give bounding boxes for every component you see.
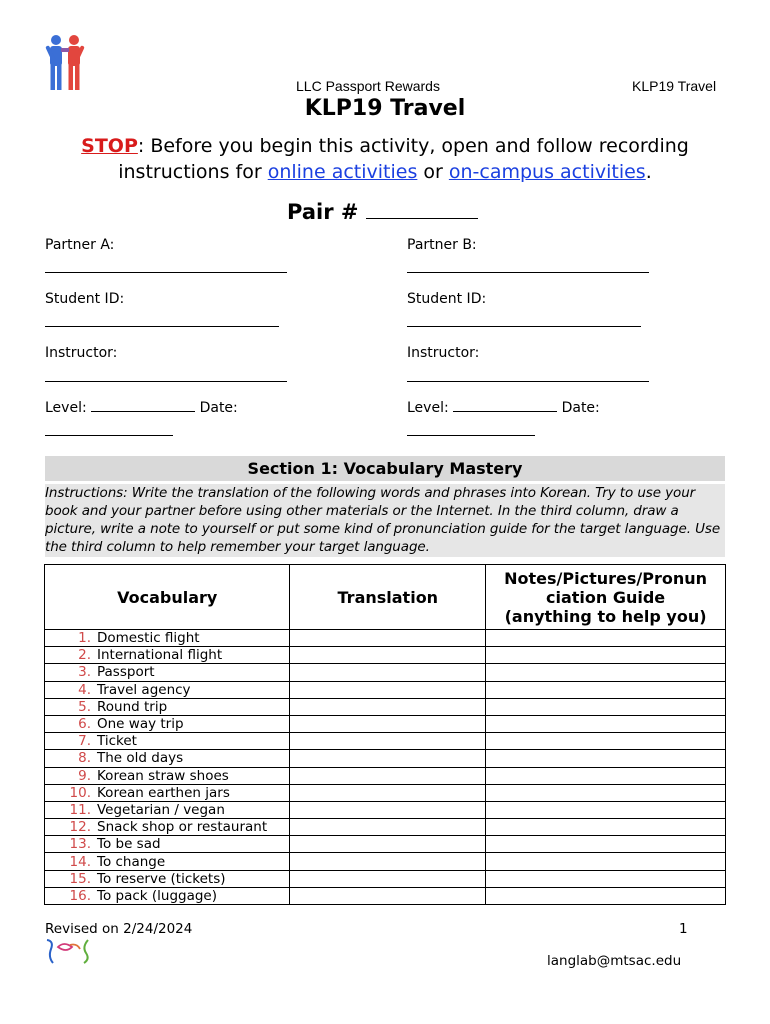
vocabulary-term: Travel agency	[97, 681, 191, 698]
vocabulary-cell	[45, 870, 290, 887]
vocabulary-term: To be sad	[97, 836, 161, 853]
vocabulary-cell	[45, 750, 290, 767]
vocabulary-cell	[45, 836, 290, 853]
translation-cell[interactable]	[290, 853, 486, 870]
vocabulary-cell	[45, 715, 290, 732]
pair-label: Pair #	[287, 200, 359, 224]
on-campus-activities-link[interactable]: on-campus activities	[448, 161, 646, 183]
date-a-label: Date:	[199, 400, 238, 416]
notes-cell[interactable]	[486, 733, 726, 750]
row-number: 9.	[78, 767, 91, 784]
table-row	[45, 630, 726, 647]
table-row	[45, 887, 726, 904]
level-b-label: Level:	[407, 400, 449, 416]
notes-cell[interactable]	[486, 801, 726, 818]
vocabulary-term: Passport	[97, 664, 155, 681]
vocabulary-cell	[45, 664, 290, 681]
vocabulary-term: Domestic flight	[97, 630, 200, 647]
student-id-b-label: Student ID:	[407, 291, 487, 307]
vocabulary-term: International flight	[97, 647, 223, 664]
notes-cell[interactable]	[486, 784, 726, 801]
vocabulary-table	[44, 564, 726, 905]
vocabulary-term: To pack (luggage)	[97, 887, 218, 904]
row-number: 10.	[69, 784, 91, 801]
notes-cell[interactable]	[486, 647, 726, 664]
vocabulary-term: The old days	[97, 750, 184, 767]
notes-cell[interactable]	[486, 681, 726, 698]
table-row	[45, 853, 726, 870]
vocabulary-term: One way trip	[97, 716, 184, 733]
notes-header-line-2: ciation Guide	[545, 587, 666, 607]
level-b-blank[interactable]	[453, 399, 557, 412]
vocabulary-rows	[45, 630, 726, 905]
notes-cell[interactable]	[486, 870, 726, 887]
notes-cell[interactable]	[486, 630, 726, 647]
translation-column-header: Translation	[290, 565, 486, 630]
language-lab-logo-icon	[44, 937, 98, 965]
vocabulary-cell	[45, 784, 290, 801]
notes-cell[interactable]	[486, 887, 726, 904]
notes-column-header	[486, 565, 726, 630]
row-number: 3.	[78, 664, 91, 681]
table-row	[45, 681, 726, 698]
translation-cell[interactable]	[290, 767, 486, 784]
row-number: 2.	[78, 647, 91, 664]
translation-cell[interactable]	[290, 750, 486, 767]
notes-cell[interactable]	[486, 819, 726, 836]
row-number: 4.	[78, 681, 91, 698]
instructor-a-label: Instructor:	[45, 345, 118, 361]
vocabulary-cell	[45, 853, 290, 870]
row-number: 7.	[78, 733, 91, 750]
vocabulary-term: To change	[97, 853, 166, 870]
table-row	[45, 733, 726, 750]
notice-or: or	[417, 161, 449, 183]
translation-cell[interactable]	[290, 784, 486, 801]
notice-text-2: instructions for	[118, 161, 268, 183]
pair-number-field[interactable]	[287, 198, 478, 224]
partner-a-label: Partner A:	[45, 237, 115, 253]
table-row	[45, 767, 726, 784]
level-a-blank[interactable]	[91, 399, 195, 412]
notes-cell[interactable]	[486, 836, 726, 853]
revised-date: Revised on 2/24/2024	[45, 921, 193, 937]
instructor-b-blank[interactable]	[407, 381, 649, 382]
stop-notice	[0, 133, 770, 185]
table-row	[45, 647, 726, 664]
notes-cell[interactable]	[486, 750, 726, 767]
translation-cell[interactable]	[290, 698, 486, 715]
table-row	[45, 819, 726, 836]
notes-cell[interactable]	[486, 664, 726, 681]
online-activities-link[interactable]: online activities	[267, 161, 418, 183]
notes-cell[interactable]	[486, 853, 726, 870]
course-name: KLP19 Travel	[632, 78, 717, 94]
level-b-field[interactable]	[407, 399, 600, 416]
partner-b-blank[interactable]	[407, 272, 649, 273]
table-row	[45, 715, 726, 732]
contact-email[interactable]: langlab@mtsac.edu	[547, 953, 682, 969]
notice-text-1: : Before you begin this activity, open and follow recording	[137, 135, 689, 157]
translation-cell[interactable]	[290, 836, 486, 853]
translation-cell[interactable]	[290, 664, 486, 681]
translation-cell[interactable]	[290, 733, 486, 750]
notice-end: .	[645, 161, 652, 183]
table-row	[45, 784, 726, 801]
vocabulary-cell	[45, 767, 290, 784]
vocabulary-cell	[45, 733, 290, 750]
table-row	[45, 750, 726, 767]
date-a-blank[interactable]	[45, 435, 173, 436]
vocabulary-cell	[45, 630, 290, 647]
vocabulary-cell	[45, 681, 290, 698]
page-number: 1	[679, 921, 688, 937]
stop-label: STOP	[81, 135, 138, 157]
vocabulary-cell	[45, 801, 290, 818]
row-number: 15.	[69, 870, 91, 887]
row-number: 8.	[78, 750, 91, 767]
vocabulary-term: Korean straw shoes	[97, 767, 229, 784]
section-title: Section 1: Vocabulary Mastery	[45, 456, 725, 481]
notes-cell[interactable]	[486, 767, 726, 784]
vocabulary-column-header: Vocabulary	[45, 565, 290, 630]
translation-cell[interactable]	[290, 870, 486, 887]
table-row	[45, 664, 726, 681]
student-id-b-blank[interactable]	[407, 326, 641, 327]
partner-a-blank[interactable]	[45, 272, 287, 273]
vocabulary-term: Ticket	[97, 733, 137, 750]
program-name: LLC Passport Rewards	[296, 78, 440, 94]
translation-cell[interactable]	[290, 681, 486, 698]
translation-cell[interactable]	[290, 801, 486, 818]
partner-b-label: Partner B:	[407, 237, 477, 253]
vocabulary-cell	[45, 698, 290, 715]
vocabulary-term: Korean earthen jars	[97, 784, 230, 801]
translation-cell[interactable]	[290, 715, 486, 732]
level-a-label: Level:	[45, 400, 87, 416]
row-number: 13.	[69, 836, 91, 853]
vocabulary-term: To reserve (tickets)	[97, 870, 226, 887]
vocabulary-cell	[45, 647, 290, 664]
student-id-a-label: Student ID:	[45, 291, 125, 307]
row-number: 14.	[69, 853, 91, 870]
row-number: 16.	[69, 887, 91, 904]
vocabulary-cell	[45, 819, 290, 836]
row-number: 5.	[78, 698, 91, 715]
llc-people-logo-icon	[44, 34, 86, 92]
level-a-field[interactable]	[45, 399, 238, 416]
section-instructions: Instructions: Write the translation of the following words and phrases into Korean. Try to use your book and your partner before using other materials or the Internet. In the third column, draw a picture, write a note to yourself or put some kind of pronunciation guide for the target language. Use the third column to help remember your target language.	[45, 484, 725, 557]
date-b-blank[interactable]	[407, 435, 535, 436]
student-id-a-blank[interactable]	[45, 326, 279, 327]
translation-cell[interactable]	[290, 887, 486, 904]
notes-cell[interactable]	[486, 698, 726, 715]
notes-header-line-3: (anything to help you)	[504, 606, 707, 626]
date-b-label: Date:	[561, 400, 600, 416]
vocabulary-term: Round trip	[97, 698, 168, 715]
row-number: 11.	[69, 801, 91, 818]
vocabulary-cell	[45, 887, 290, 904]
table-row	[45, 801, 726, 818]
instructor-b-label: Instructor:	[407, 345, 480, 361]
translation-cell[interactable]	[290, 630, 486, 647]
page-title: KLP19 Travel	[304, 96, 466, 121]
row-number: 12.	[69, 819, 91, 836]
translation-cell[interactable]	[290, 819, 486, 836]
table-row	[45, 870, 726, 887]
instructor-a-blank[interactable]	[45, 381, 287, 382]
notes-header-line-1: Notes/Pictures/Pronun	[504, 568, 707, 588]
row-number: 6.	[78, 716, 91, 733]
translation-cell[interactable]	[290, 647, 486, 664]
table-row	[45, 836, 726, 853]
notes-cell[interactable]	[486, 715, 726, 732]
pair-blank[interactable]	[366, 198, 478, 219]
vocabulary-term: Snack shop or restaurant	[97, 819, 268, 836]
table-row	[45, 698, 726, 715]
row-number: 1.	[78, 630, 91, 647]
vocabulary-term: Vegetarian / vegan	[97, 801, 225, 818]
